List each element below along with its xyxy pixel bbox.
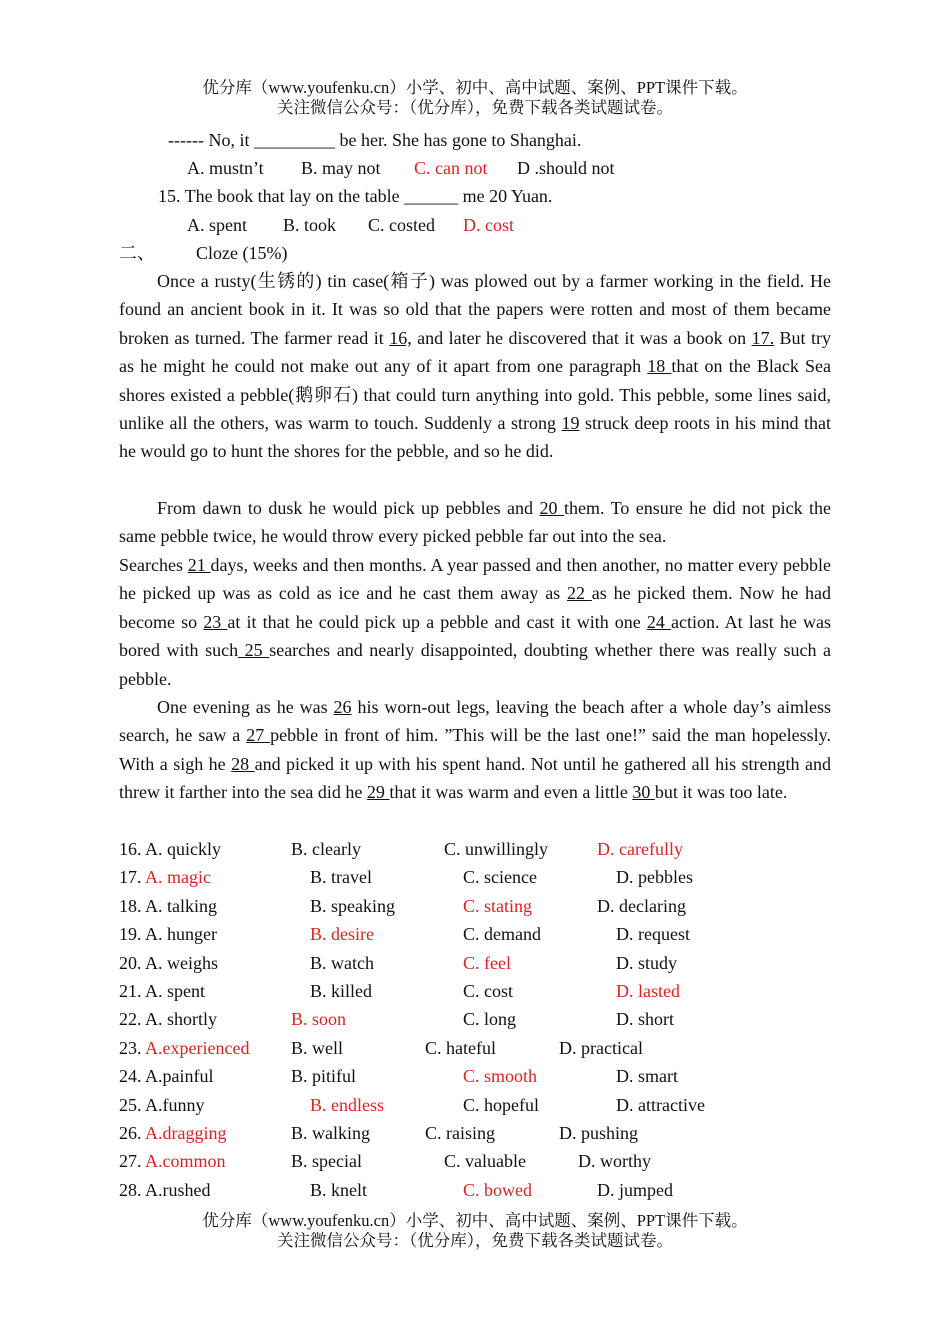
option-text: B. desire bbox=[310, 924, 374, 945]
blank-24: 24 bbox=[646, 611, 672, 632]
option-text: B. soon bbox=[291, 1009, 347, 1030]
blank-18: 18 bbox=[647, 356, 672, 377]
q14-stem: ------ No, it _________ be her. She has gone to Shanghai. bbox=[168, 130, 582, 150]
option-text: B. speaking bbox=[310, 895, 395, 916]
section-number: 二、 bbox=[119, 243, 155, 263]
text-run: One evening as he was bbox=[157, 697, 334, 717]
q25-option-d bbox=[616, 1091, 705, 1119]
option-text: A. magic bbox=[145, 867, 211, 888]
q27-option-a bbox=[119, 1147, 226, 1175]
q26-option-a bbox=[119, 1119, 227, 1147]
text-run: at it that he could pick up a pebble and cast it with one bbox=[227, 611, 647, 632]
q24-option-a bbox=[119, 1062, 214, 1090]
q19-option-a bbox=[119, 920, 217, 948]
cloze-paragraph-2 bbox=[119, 494, 831, 551]
text-run: them. To ensure he did not pick the same pebble twice, he would throw every picked pebble far out into the sea. bbox=[119, 498, 832, 547]
option-text: A.dragging bbox=[145, 1123, 227, 1143]
text-run: but it was too late. bbox=[654, 782, 788, 803]
option-text: A. shortly bbox=[145, 1009, 218, 1030]
text-run: searches and nearly disappointed, doubting whether there was really such a pebble. bbox=[119, 640, 832, 689]
option-text: B. knelt bbox=[310, 1179, 367, 1200]
option-text: D. smart bbox=[616, 1066, 678, 1087]
q26-option-d bbox=[559, 1119, 638, 1147]
q16-option-a bbox=[119, 835, 221, 863]
option-text: B. watch bbox=[310, 952, 374, 973]
q15-option-b: B. took bbox=[283, 215, 337, 235]
q23-option-c bbox=[425, 1034, 496, 1062]
option-text: B. killed bbox=[310, 981, 372, 1001]
q17-option-a bbox=[119, 863, 211, 891]
option-text: D. request bbox=[616, 924, 690, 945]
q16-option-c bbox=[444, 835, 548, 863]
q25-option-a bbox=[119, 1091, 205, 1119]
q17-option-d bbox=[616, 863, 693, 891]
q19-option-b bbox=[310, 920, 374, 948]
q22-option-d bbox=[616, 1005, 674, 1033]
option-text: D. short bbox=[616, 1009, 674, 1030]
cloze-paragraph-3 bbox=[119, 551, 831, 693]
section-title: Cloze (15%) bbox=[196, 243, 288, 263]
q24-option-c bbox=[463, 1062, 537, 1090]
option-text: C. cost bbox=[463, 981, 514, 1001]
option-text: B. endless bbox=[310, 1094, 384, 1115]
option-text: C. smooth bbox=[463, 1066, 538, 1087]
q26-option-b bbox=[291, 1119, 370, 1147]
q22-option-b bbox=[291, 1005, 346, 1033]
header-line-2: 关注微信公众号：（优分库），免费下载各类试题试卷。 bbox=[277, 98, 673, 117]
option-text: C. hopeful bbox=[463, 1094, 539, 1115]
text-run: and later he discovered that it was a book on bbox=[411, 327, 752, 348]
text-run: From dawn to dusk he would pick up pebbles and bbox=[157, 498, 540, 518]
q28-option-a bbox=[119, 1176, 211, 1204]
q22-option-a bbox=[119, 1005, 217, 1033]
q20-option-d bbox=[616, 949, 677, 977]
q22-option-c bbox=[463, 1005, 516, 1033]
question-number: 28. bbox=[119, 1179, 142, 1200]
text-run: But try as he might he could not make out any of it apart from one paragraph bbox=[119, 327, 831, 377]
option-text: D. attractive bbox=[616, 1094, 705, 1115]
blank-22: 22 bbox=[566, 583, 592, 604]
option-text: A.rushed bbox=[145, 1179, 211, 1200]
blank-25: 25 bbox=[238, 640, 270, 661]
q18-option-d bbox=[597, 892, 686, 920]
option-text: D. carefully bbox=[597, 839, 683, 859]
q14-option-b: B. may not bbox=[301, 158, 381, 178]
option-text: C. bowed bbox=[463, 1179, 532, 1200]
blank-27: 27 bbox=[246, 725, 271, 746]
q25-option-b bbox=[310, 1091, 384, 1119]
option-text: B. well bbox=[291, 1037, 343, 1058]
header-line-1: 优分库（www.youfenku.cn）小学、初中、高中试题、案例、PPT课件下载。 bbox=[202, 78, 748, 97]
question-number: 25. bbox=[119, 1094, 142, 1115]
question-number: 18. bbox=[119, 895, 142, 916]
q15-stem: 15. The book that lay on the table ______ me 20 Yuan. bbox=[158, 186, 553, 206]
q14-option-c-answer: C. can not bbox=[414, 158, 488, 178]
blank-28: 28 bbox=[231, 753, 255, 774]
q17-option-b bbox=[310, 863, 372, 891]
option-text: B. special bbox=[291, 1151, 362, 1172]
blank-19: 19 bbox=[561, 413, 580, 434]
q14-option-a: A. mustn’t bbox=[187, 158, 264, 178]
q21-option-a bbox=[119, 977, 205, 1005]
blank-20: 20 bbox=[539, 498, 564, 518]
q24-option-d bbox=[616, 1062, 678, 1090]
blank-29: 29 bbox=[366, 782, 390, 803]
cloze-paragraph-4 bbox=[119, 693, 831, 807]
text-run: Once a rusty(生锈的) tin case(箱子) was plowed out by a farmer working in the field. He found an ancient book in it. It was so old that the papers were rotten and most of them became broken as turned. The farmer read it bbox=[119, 271, 831, 348]
text-run: that it was warm and even a little bbox=[389, 782, 633, 803]
blank-16: 16, bbox=[389, 327, 412, 348]
option-text: B. walking bbox=[291, 1123, 370, 1143]
q21-option-c bbox=[463, 977, 513, 1005]
question-number: 27. bbox=[119, 1151, 142, 1172]
q23-option-b bbox=[291, 1034, 343, 1062]
q15-option-d-answer: D. cost bbox=[463, 215, 514, 235]
q23-option-a bbox=[119, 1034, 249, 1062]
question-number: 16. bbox=[119, 839, 142, 859]
option-text: C. science bbox=[463, 867, 537, 888]
q27-option-d bbox=[578, 1147, 651, 1175]
option-text: C. feel bbox=[463, 952, 511, 973]
option-text: C. unwillingly bbox=[444, 839, 549, 859]
option-text: D. declaring bbox=[597, 895, 686, 916]
q25-option-c bbox=[463, 1091, 539, 1119]
footer-line-2: 关注微信公众号：（优分库），免费下载各类试题试卷。 bbox=[277, 1231, 673, 1250]
q26-option-c bbox=[425, 1119, 495, 1147]
question-number: 23. bbox=[119, 1037, 142, 1058]
option-text: A.common bbox=[145, 1151, 226, 1172]
option-text: A. quickly bbox=[145, 839, 222, 859]
q19-option-d bbox=[616, 920, 690, 948]
text-run: days, weeks and then months. A year passed and then another, no matter every pebble he picked up was as cold as ice and he cast them away as bbox=[119, 555, 831, 604]
text-run: as he picked them. Now he had become so bbox=[119, 583, 831, 632]
q28-option-d bbox=[597, 1176, 673, 1204]
option-text: C. hateful bbox=[425, 1037, 496, 1058]
q23-option-d bbox=[559, 1034, 643, 1062]
option-text: D. worthy bbox=[578, 1151, 651, 1172]
question-number: 19. bbox=[119, 924, 142, 945]
question-number: 20. bbox=[119, 952, 142, 973]
q21-option-d bbox=[616, 977, 680, 1005]
text-run: pebble in front of him. ”This will be the last one!” said the man hopelessly. With a sigh he bbox=[119, 725, 832, 774]
option-text: D. practical bbox=[559, 1037, 643, 1058]
option-text: D. pebbles bbox=[616, 867, 693, 888]
q27-option-b bbox=[291, 1147, 362, 1175]
q18-option-a bbox=[119, 892, 217, 920]
option-text: A.painful bbox=[145, 1066, 214, 1087]
text-run: action. At last he was bored with such bbox=[119, 611, 831, 661]
text-run: Searches bbox=[119, 555, 188, 575]
question-number: 24. bbox=[119, 1066, 142, 1087]
option-text: D. jumped bbox=[597, 1179, 673, 1200]
q18-option-b bbox=[310, 892, 395, 920]
blank-21: 21 bbox=[187, 555, 211, 575]
cloze-paragraph-1 bbox=[119, 267, 831, 466]
blank-17: 17. bbox=[751, 327, 775, 348]
option-text: A.experienced bbox=[145, 1037, 250, 1058]
option-text: B. clearly bbox=[291, 839, 361, 859]
text-run: and picked it up with his spent hand. Not until he gathered all his strength and threw it farther into the sea did he bbox=[119, 753, 831, 803]
q20-option-c bbox=[463, 949, 511, 977]
option-text: C. raising bbox=[425, 1123, 495, 1143]
option-text: D. lasted bbox=[616, 981, 680, 1001]
q20-option-b bbox=[310, 949, 374, 977]
footer-line-1: 优分库（www.youfenku.cn）小学、初中、高中试题、案例、PPT课件下载。 bbox=[202, 1211, 748, 1230]
question-number: 21. bbox=[119, 981, 142, 1001]
option-text: A. talking bbox=[145, 895, 218, 916]
option-text: D. pushing bbox=[559, 1123, 639, 1143]
option-text: C. demand bbox=[463, 924, 541, 945]
q15-option-a: A. spent bbox=[187, 215, 247, 235]
q15-option-c: C. costed bbox=[368, 215, 435, 235]
question-number: 22. bbox=[119, 1009, 142, 1030]
option-text: A. spent bbox=[145, 981, 206, 1001]
option-text: C. long bbox=[463, 1009, 517, 1030]
question-number: 26. bbox=[119, 1123, 142, 1143]
blank-30: 30 bbox=[632, 782, 655, 803]
q18-option-c bbox=[463, 892, 532, 920]
q21-option-b bbox=[310, 977, 372, 1005]
option-text: B. travel bbox=[310, 867, 372, 888]
option-text: A.funny bbox=[145, 1094, 205, 1115]
text-run: his worn-out legs, leaving the beach after a whole day’s aimless search, he saw a bbox=[119, 697, 831, 746]
text-run: struck deep roots in his mind that he would go to hunt the shores for the pebble, and so he did. bbox=[119, 413, 832, 462]
q16-option-d bbox=[597, 835, 683, 863]
q27-option-c bbox=[444, 1147, 526, 1175]
option-text: C. stating bbox=[463, 895, 533, 916]
q17-option-c bbox=[463, 863, 537, 891]
q28-option-c bbox=[463, 1176, 532, 1204]
q16-option-b bbox=[291, 835, 361, 863]
blank-23: 23 bbox=[203, 611, 228, 632]
q19-option-c bbox=[463, 920, 541, 948]
q28-option-b bbox=[310, 1176, 367, 1204]
q24-option-b bbox=[291, 1062, 356, 1090]
q20-option-a bbox=[119, 949, 218, 977]
option-text: C. valuable bbox=[444, 1151, 526, 1172]
option-text: A. hunger bbox=[145, 924, 217, 945]
option-text: D. study bbox=[616, 952, 678, 973]
option-text: A. weighs bbox=[145, 952, 219, 973]
question-number: 17. bbox=[119, 867, 142, 888]
blank-26: 26 bbox=[333, 697, 352, 717]
q14-option-d: D .should not bbox=[517, 158, 615, 178]
text-run: that on the Black Sea shores existed a pebble(鹅卵石) that could turn anything into gold. This pebble, some lines said, unlike all the others, was warm to touch. Suddenly a strong bbox=[119, 356, 831, 434]
option-text: B. pitiful bbox=[291, 1066, 357, 1087]
